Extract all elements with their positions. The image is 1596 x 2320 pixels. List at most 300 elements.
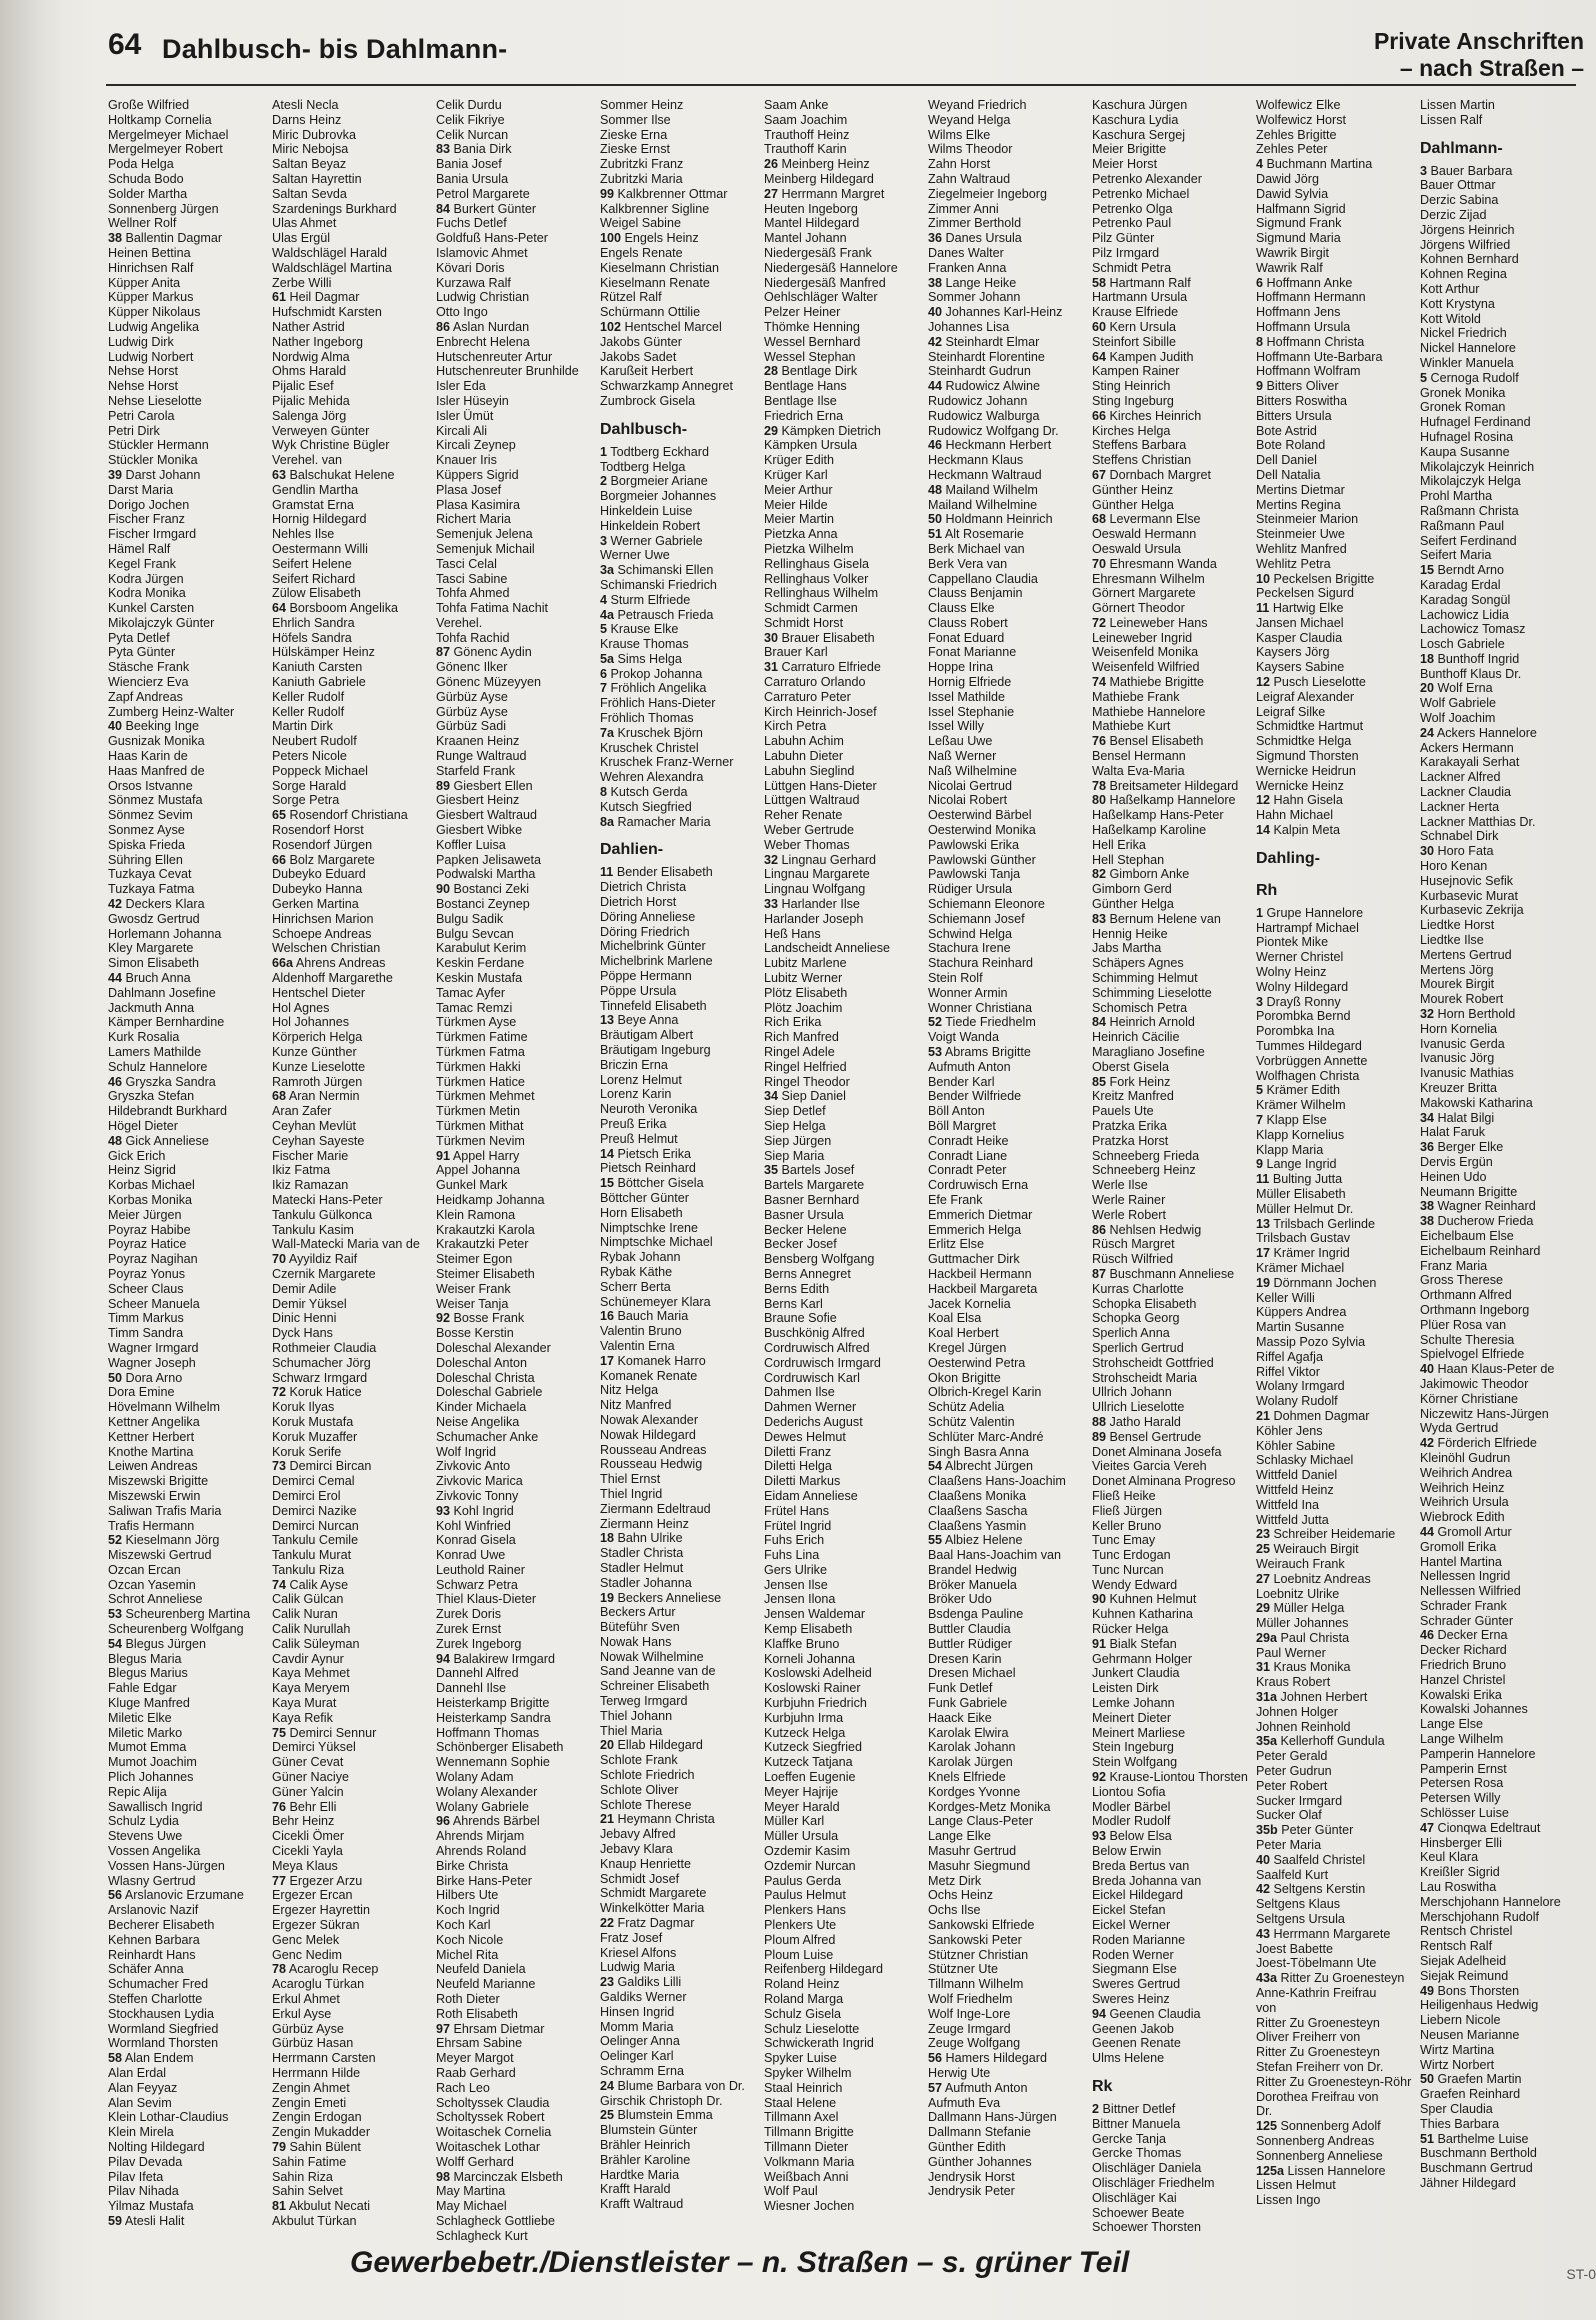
resident-name: Jähner Hildegard	[1420, 2175, 1516, 2190]
house-number: 4a	[600, 607, 615, 622]
resident-name: Köhler Jens	[1256, 1423, 1323, 1438]
listing-entry	[1092, 261, 1254, 276]
listing-entry	[272, 1267, 434, 1282]
listing-entry	[928, 542, 1090, 557]
resident-name: Isler Hüseyin	[436, 393, 509, 408]
listing-entry	[272, 779, 434, 794]
listing-entry	[272, 2096, 434, 2111]
resident-name: Ergezer Arzu	[289, 1873, 363, 1888]
house-number: 29	[1256, 1601, 1271, 1616]
resident-name: Fließ Jürgen	[1092, 1503, 1162, 1518]
listing-entry	[928, 927, 1090, 942]
listing-entry	[436, 1326, 598, 1341]
resident-name: Lackner Herta	[1420, 799, 1500, 814]
resident-name: Steinmeier Marion	[1256, 512, 1359, 527]
resident-name: Krämer Michael	[1256, 1260, 1345, 1275]
resident-name: Kuhnen Helmut	[1109, 1592, 1197, 1607]
listing-entry	[272, 1430, 434, 1445]
listing-entry	[108, 512, 270, 527]
resident-name: Karolak Elwira	[928, 1725, 1009, 1740]
resident-name: Dohmen Dagmar	[1273, 1408, 1370, 1423]
resident-name: Steinhardt Gudrun	[928, 364, 1031, 379]
resident-name: Jensen Ilse	[764, 1577, 828, 1592]
resident-name: Dannehl Ilse	[436, 1681, 507, 1696]
resident-name: Sweres Gertrud	[1092, 1977, 1181, 1992]
resident-name: Gunkel Mark	[436, 1178, 508, 1193]
resident-name: Pratzka Erika	[1092, 1118, 1167, 1133]
resident-name: Weber Gertrude	[764, 823, 855, 838]
listing-entry	[108, 2081, 270, 2096]
listing-entry	[1092, 1563, 1254, 1578]
listing-entry	[1420, 1910, 1582, 1925]
listing-entry	[1420, 696, 1582, 711]
listing-entry	[600, 445, 762, 460]
section-label	[1374, 28, 1584, 82]
resident-name: Knaup Henriette	[600, 1856, 692, 1871]
listing-entry	[764, 1474, 926, 1489]
resident-name: Kregel Jürgen	[928, 1340, 1007, 1355]
resident-name: Ozcan Ercan	[108, 1562, 181, 1577]
listing-entry	[1092, 1962, 1254, 1977]
listing-entry	[1256, 1365, 1418, 1380]
resident-name: Loebnitz Andreas	[1273, 1571, 1371, 1586]
listing-entry	[272, 290, 434, 305]
listing-entry	[1420, 1806, 1582, 1821]
resident-name: Merschjohann Hannelore	[1420, 1894, 1561, 1909]
listing-entry	[1256, 1157, 1418, 1172]
listing-entry	[436, 2110, 598, 2125]
listing-entry	[764, 1666, 926, 1681]
resident-name: Sonnenberg Jürgen	[108, 201, 219, 216]
resident-name: Heckmann Klaus	[928, 453, 1024, 468]
listing-entry	[108, 1237, 270, 1252]
resident-name: Schürmann Ottilie	[600, 305, 701, 320]
listing-entry	[928, 1356, 1090, 1371]
resident-name: Kaniuth Carsten	[272, 660, 363, 675]
listing-entry	[1092, 1030, 1254, 1045]
listing-entry	[272, 1711, 434, 1726]
resident-name: Mumot Emma	[108, 1740, 187, 1755]
listing-entry	[928, 1178, 1090, 1193]
resident-name: Ochs Ilse	[928, 1903, 981, 1918]
resident-name: Rybak Johann	[600, 1250, 681, 1265]
resident-name: Cicekli Yayla	[272, 1844, 343, 1859]
resident-name: Pöppe Ursula	[600, 983, 677, 998]
listing-entry	[1256, 1542, 1418, 1557]
listing-entry	[1420, 652, 1582, 667]
resident-name: Berk Vera van	[928, 556, 1008, 571]
listing-entry	[1420, 1185, 1582, 1200]
resident-name: Koal Elsa	[928, 1311, 982, 1326]
resident-name: Zubritzki Maria	[600, 171, 683, 186]
listing-entry	[108, 1726, 270, 1741]
resident-name: Kohl Ingrid	[453, 1503, 514, 1518]
listing-entry	[436, 157, 598, 172]
house-number: 56	[928, 2051, 943, 2066]
listing-entry	[600, 1605, 762, 1620]
listing-entry	[1420, 681, 1582, 696]
page-number: 64	[108, 28, 142, 61]
resident-name: Kalkbrenner Ottmar	[617, 186, 728, 201]
listing-entry	[1420, 2072, 1582, 2087]
resident-name: Bensel Elisabeth	[1109, 734, 1204, 749]
listing-entry	[600, 305, 762, 320]
listing-entry	[108, 2184, 270, 2199]
listing-entry	[272, 246, 434, 261]
house-number: 65	[272, 808, 287, 823]
house-number: 11	[1256, 1172, 1270, 1187]
house-number: 58	[108, 2051, 123, 2066]
listing-entry	[600, 246, 762, 261]
resident-name: Bons Thorsten	[1437, 1983, 1520, 1998]
listing-entry	[108, 379, 270, 394]
resident-name: Kirches Heinrich	[1109, 408, 1202, 423]
house-number: 47	[1420, 1820, 1435, 1835]
listing-entry	[272, 1163, 434, 1178]
listing-entry	[764, 2096, 926, 2111]
listing-entry	[600, 1221, 762, 1236]
listing-entry	[600, 350, 762, 365]
house-number: 59	[108, 2213, 123, 2228]
listing-entry	[600, 2108, 762, 2123]
listing-entry	[1256, 364, 1418, 379]
listing-entry	[1420, 1155, 1582, 1170]
resident-name: Steinhardt Florentine	[928, 349, 1045, 364]
listing-entry	[108, 246, 270, 261]
resident-name: Gick Erich	[108, 1148, 166, 1163]
listing-entry	[600, 1472, 762, 1487]
resident-name: Richert Maria	[436, 512, 511, 527]
listing-entry	[108, 1385, 270, 1400]
listing-entry	[1420, 889, 1582, 904]
house-number: 36	[1420, 1140, 1435, 1155]
listing-entry	[600, 1916, 762, 1931]
resident-name: Nather Ingeborg	[272, 334, 364, 349]
resident-name: Peter Günter	[1281, 1823, 1354, 1838]
listing-entry	[108, 1015, 270, 1030]
resident-name: Küppers Sigrid	[436, 467, 519, 482]
listing-entry	[436, 1015, 598, 1030]
resident-name: Hoffmann Ute-Barbara	[1256, 349, 1383, 364]
listing-entry	[1420, 755, 1582, 770]
listing-entry	[928, 350, 1090, 365]
listing-entry	[108, 1666, 270, 1681]
listing-entry	[108, 897, 270, 912]
listing-entry	[436, 1267, 598, 1282]
listing-entry	[600, 1990, 762, 2005]
listing-entry	[1420, 1791, 1582, 1806]
listing-entry	[1420, 386, 1582, 401]
listing-entry	[764, 2022, 926, 2037]
resident-name: Lange Ingrid	[1266, 1157, 1337, 1172]
listing-entry	[600, 1738, 762, 1753]
resident-name: Komanek Renate	[600, 1368, 698, 1383]
resident-name: Sigmund Thorsten	[1256, 749, 1359, 764]
listing-entry	[108, 1356, 270, 1371]
listing-entry	[1092, 2022, 1254, 2037]
listing-entry	[108, 660, 270, 675]
listing-entry	[600, 865, 762, 880]
house-number: 6	[600, 666, 608, 681]
resident-name: Semenjuk Michail	[436, 541, 535, 556]
resident-name: Peters Nicole	[272, 749, 347, 764]
listing-entry	[928, 1607, 1090, 1622]
listing-entry	[272, 1489, 434, 1504]
listing-entry	[928, 1104, 1090, 1119]
listing-entry	[928, 631, 1090, 646]
listing-entry	[1092, 1533, 1254, 1548]
resident-name: Raßmann Christa	[1420, 503, 1519, 518]
listing-entry	[764, 1237, 926, 1252]
resident-name: Türkmen Metin	[436, 1104, 520, 1119]
resident-name: Schäpers Agnes	[1092, 956, 1184, 971]
listing-entry	[436, 1504, 598, 1519]
listing-entry	[1092, 675, 1254, 690]
resident-name: Pietzka Wilhelm	[764, 541, 854, 556]
resident-name: Thiel Johann	[600, 1708, 673, 1723]
listing-entry	[1092, 1829, 1254, 1844]
resident-name: Ceyhan Mevlüt	[272, 1118, 356, 1133]
listing-entry	[1256, 601, 1418, 616]
resident-name: Türkmen Ayse	[436, 1015, 517, 1030]
resident-name: Ploum Luise	[764, 1947, 834, 1962]
resident-name: Bulting Jutta	[1272, 1172, 1343, 1187]
resident-name: Kirches Helga	[1092, 423, 1171, 438]
listing-entry	[108, 483, 270, 498]
resident-name: Zengin Mukadder	[272, 2125, 371, 2140]
resident-name: Werle Rainer	[1092, 1192, 1166, 1207]
listing-entry	[600, 202, 762, 217]
resident-name: Gercke Tanja	[1092, 2131, 1166, 2146]
resident-name: Küpper Anita	[108, 275, 181, 290]
listing-entry	[1092, 1385, 1254, 1400]
listing-entry	[1256, 498, 1418, 513]
listing-entry	[764, 113, 926, 128]
house-number: 70	[1092, 556, 1107, 571]
house-number: 81	[272, 2199, 287, 2214]
resident-name: Friedrich Bruno	[1420, 1658, 1507, 1673]
listing-entry	[436, 305, 598, 320]
resident-name: Klein Lothar-Claudius	[108, 2110, 229, 2125]
listing-entry	[436, 1918, 598, 1933]
listing-entry	[764, 379, 926, 394]
listing-entry	[108, 1918, 270, 1933]
resident-name: Hornig Elfriede	[928, 675, 1012, 690]
resident-name: Küpper Markus	[108, 290, 194, 305]
resident-name: Engels Renate	[600, 245, 683, 260]
resident-name: Woitaschek Lothar	[436, 2139, 541, 2154]
resident-name: Keskin Ferdane	[436, 956, 525, 971]
listing-entry	[108, 823, 270, 838]
listing-entry	[600, 563, 762, 578]
resident-name: Dahmen Ilse	[764, 1385, 835, 1400]
resident-name: Modler Rudolf	[1092, 1814, 1171, 1829]
listing-entry	[108, 941, 270, 956]
house-number: 38	[1420, 1199, 1435, 1214]
listing-entry	[108, 261, 270, 276]
listing-entry	[600, 231, 762, 246]
listing-entry	[436, 1844, 598, 1859]
listing-entry	[600, 741, 762, 756]
listing-entry	[1092, 690, 1254, 705]
resident-name: Fratz Dagmar	[617, 1916, 695, 1931]
listing-entry	[108, 1326, 270, 1341]
resident-name: Pamperin Ernst	[1420, 1761, 1507, 1776]
listing-entry	[436, 216, 598, 231]
street-heading: Dahlien-	[600, 841, 664, 859]
resident-name: Heckmann Herbert	[945, 438, 1052, 453]
listing-entry	[272, 1785, 434, 1800]
listing-entry	[436, 808, 598, 823]
resident-name: Kraanen Heinz	[436, 734, 520, 749]
resident-name: Kunze Lieselotte	[272, 1059, 366, 1074]
listing-entry	[764, 779, 926, 794]
listing-entry	[108, 586, 270, 601]
resident-name: Ziermann Edeltraud	[600, 1501, 711, 1516]
resident-name: Ritter Zu Groenesteyn	[1280, 1971, 1405, 1986]
listing-entry	[436, 1297, 598, 1312]
house-number: 9	[1256, 1157, 1264, 1172]
listing-entry	[272, 749, 434, 764]
house-number: 44	[1420, 1524, 1435, 1539]
listing-entry	[108, 113, 270, 128]
resident-name: Bsdenga Pauline	[928, 1607, 1024, 1622]
resident-name: Issel Stephanie	[928, 704, 1015, 719]
resident-name: Holtkamp Cornelia	[108, 112, 212, 127]
listing-entry	[1092, 527, 1254, 542]
listing-entry	[764, 1740, 926, 1755]
resident-name: Ayyildiz Raif	[288, 1252, 358, 1267]
resident-name: Rothmeier Claudia	[272, 1340, 377, 1355]
resident-name: Fork Heinz	[1109, 1074, 1171, 1089]
resident-name: Nicolai Robert	[928, 793, 1008, 808]
listing-entry	[272, 1563, 434, 1578]
resident-name: Rudowicz Walburga	[928, 408, 1040, 423]
listing-entry	[1256, 1587, 1418, 1602]
listing-entry	[272, 1681, 434, 1696]
listing-entry	[108, 216, 270, 231]
listing-entry	[1256, 1912, 1418, 1927]
listing-entry	[1092, 246, 1254, 261]
resident-name: Schopka Elisabeth	[1092, 1296, 1197, 1311]
house-number: 66a	[272, 956, 294, 971]
listing-entry	[600, 1235, 762, 1250]
resident-name: Hutschenreuter Artur	[436, 349, 553, 364]
listing-entry	[928, 98, 1090, 113]
listing-entry	[108, 1829, 270, 1844]
resident-name: Lau Roswitha	[1420, 1880, 1497, 1895]
listing-entry	[600, 711, 762, 726]
resident-name: Liedtke Horst	[1420, 918, 1495, 933]
resident-name: Schlagheck Kurt	[436, 2228, 528, 2243]
house-number: 44	[108, 971, 123, 986]
resident-name: Lackner Matthias Dr.	[1420, 814, 1536, 829]
resident-name: Isler Ümüt	[436, 408, 494, 423]
resident-name: Paul Christa	[1280, 1630, 1350, 1645]
listing-columns	[108, 98, 1588, 2243]
resident-name: Repic Alija	[108, 1784, 167, 1799]
listing-entry	[764, 1652, 926, 1667]
resident-name: Steinfort Sibille	[1092, 334, 1176, 349]
resident-name: Kieselmann Renate	[600, 275, 710, 290]
listing-entry	[928, 1208, 1090, 1223]
resident-name: Weiser Frank	[436, 1281, 511, 1296]
listing-entry	[436, 912, 598, 927]
resident-name: Holdmann Heinrich	[945, 512, 1053, 527]
listing-entry	[1092, 1504, 1254, 1519]
listing-entry	[1420, 2043, 1582, 2058]
resident-name: Döring Friedrich	[600, 924, 690, 939]
listing-entry	[1256, 586, 1418, 601]
listing-entry	[764, 1859, 926, 1874]
resident-name: Seifert Ferdinand	[1420, 533, 1517, 548]
resident-name: Kehnen Barbara	[108, 1932, 200, 1947]
listing-entry	[1092, 1903, 1254, 1918]
resident-name: Schmidt Josef	[600, 1871, 680, 1886]
listing-entry	[1420, 2058, 1582, 2073]
listing-entry	[1092, 1311, 1254, 1326]
listing-entry	[764, 1770, 926, 1785]
resident-name: Hahn Gisela	[1273, 793, 1343, 808]
listing-entry	[436, 705, 598, 720]
listing-entry	[928, 675, 1090, 690]
listing-entry	[1420, 918, 1582, 933]
resident-name: Starfeld Frank	[436, 763, 516, 778]
resident-name: Johannes Lisa	[928, 319, 1010, 334]
resident-name: Wlasny Gertrud	[108, 1873, 196, 1888]
listing-entry	[436, 1430, 598, 1445]
resident-name: Ehrlich Sandra	[272, 615, 355, 630]
listing-entry	[928, 1519, 1090, 1534]
resident-name: Tunc Emay	[1092, 1533, 1156, 1548]
listing-entry	[272, 1208, 434, 1223]
listing-entry	[436, 1385, 598, 1400]
listing-entry	[1420, 1540, 1582, 1555]
resident-name: Bulgu Sevcan	[436, 926, 514, 941]
resident-name: Pamperin Hannelore	[1420, 1746, 1536, 1761]
resident-name: Cappellano Claudia	[928, 571, 1038, 586]
resident-name: Paulus Helmut	[764, 1888, 846, 1903]
listing-entry	[1092, 468, 1254, 483]
resident-name: Bahn Ulrike	[617, 1531, 683, 1546]
resident-name: Hackbeil Hermann	[928, 1266, 1032, 1281]
listing-entry	[108, 1903, 270, 1918]
house-number: 40	[1256, 1852, 1271, 1867]
resident-name: Fuhs Erich	[764, 1533, 825, 1548]
resident-name: Klapp Maria	[1256, 1142, 1324, 1157]
resident-name: Stachura Reinhard	[928, 956, 1034, 971]
resident-name: Thömke Henning	[764, 319, 860, 334]
listing-entry	[272, 1992, 434, 2007]
listing-entry	[1256, 1483, 1418, 1498]
resident-name: Mikolajczyk Günter	[108, 615, 215, 630]
listing-entry	[928, 1193, 1090, 1208]
listing-entry	[764, 335, 926, 350]
resident-name: Buschkönig Alfred	[764, 1326, 865, 1341]
listing-entry	[436, 1104, 598, 1119]
resident-name: Horlemann Johanna	[108, 926, 222, 941]
house-number: 53	[928, 1045, 943, 1059]
resident-name: Baal Hans-Joachim van	[928, 1548, 1061, 1563]
listing-entry	[1092, 986, 1254, 1001]
listing-entry	[764, 1104, 926, 1119]
listing-entry	[1092, 2220, 1254, 2235]
listing-entry	[600, 1028, 762, 1043]
resident-name: Ahrens Andreas	[295, 956, 386, 971]
resident-name: Naß Werner	[928, 749, 997, 764]
resident-name: Lingnau Wolfgang	[764, 882, 866, 897]
resident-name: Voigt Wanda	[928, 1030, 999, 1045]
